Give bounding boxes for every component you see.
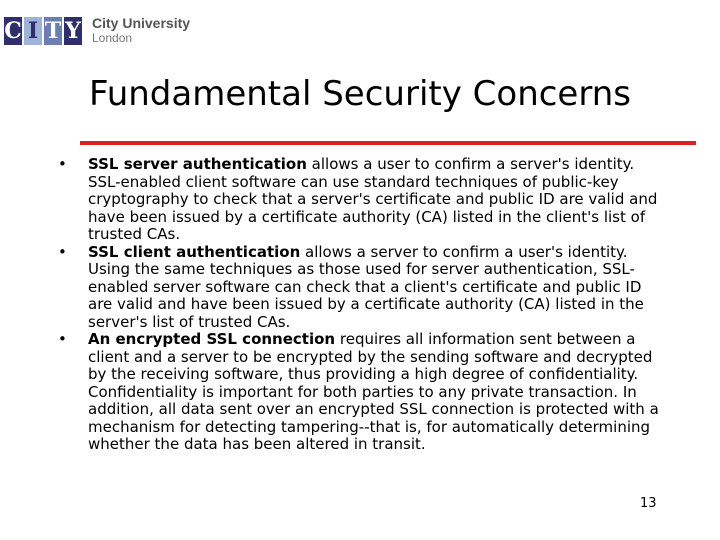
slide-title: Fundamental Security Concerns: [89, 74, 631, 114]
bullet-dot: •: [58, 242, 67, 261]
logo-letter-i: I: [24, 17, 42, 45]
bullet-text: requires all information sent between a client and a server to be encrypted by the sending software and decrypted by the receiving software, thus providing a high degree of confidentiality. Confidentiality is important for both parties to any private transaction. In addition, all data sent over an encrypted SSL connection is protected with a mechanism for detecting tampering--that is, for automatically determining whether the data has been altered in transit.: [88, 330, 659, 453]
logo-location: London: [92, 31, 133, 45]
title-underline: [80, 141, 696, 145]
logo-letter-c: C: [4, 18, 22, 44]
bullet-dot: •: [58, 155, 67, 173]
bullet-list: [58, 156, 668, 454]
logo-letter-y: Y: [65, 18, 81, 44]
bullet-heading: SSL server authentication: [88, 155, 307, 173]
logo-letter-t: T: [44, 18, 62, 44]
bullet-text: allows a user to confirm a server's identity. SSL-enabled client software can use standard techniques of public-key cryptography to check that a server's certificate and public ID are valid and have been issued by a certificate authority (CA) listed in the client's list of trusted CAs.: [88, 155, 658, 243]
page-number: 13: [640, 496, 657, 511]
city-university-logo: [4, 16, 190, 46]
bullet-item: [58, 331, 668, 454]
bullet-heading: An encrypted SSL connection: [88, 330, 336, 348]
logo-text: [92, 16, 190, 46]
logo-name: City University: [92, 15, 191, 31]
bullet-heading: SSL client authentication: [88, 242, 301, 261]
bullet-text: allows a server to confirm a user's identity. Using the same techniques as those used for server authentication, SSL-enabled server software can check that a client's certificate and public ID are valid and have been issued by a certificate authority (CA) listed in the server's list of trusted CAs.: [88, 242, 644, 331]
bullet-item: [58, 156, 668, 244]
bullet-dot: •: [58, 330, 67, 348]
bullet-item: [58, 244, 668, 332]
